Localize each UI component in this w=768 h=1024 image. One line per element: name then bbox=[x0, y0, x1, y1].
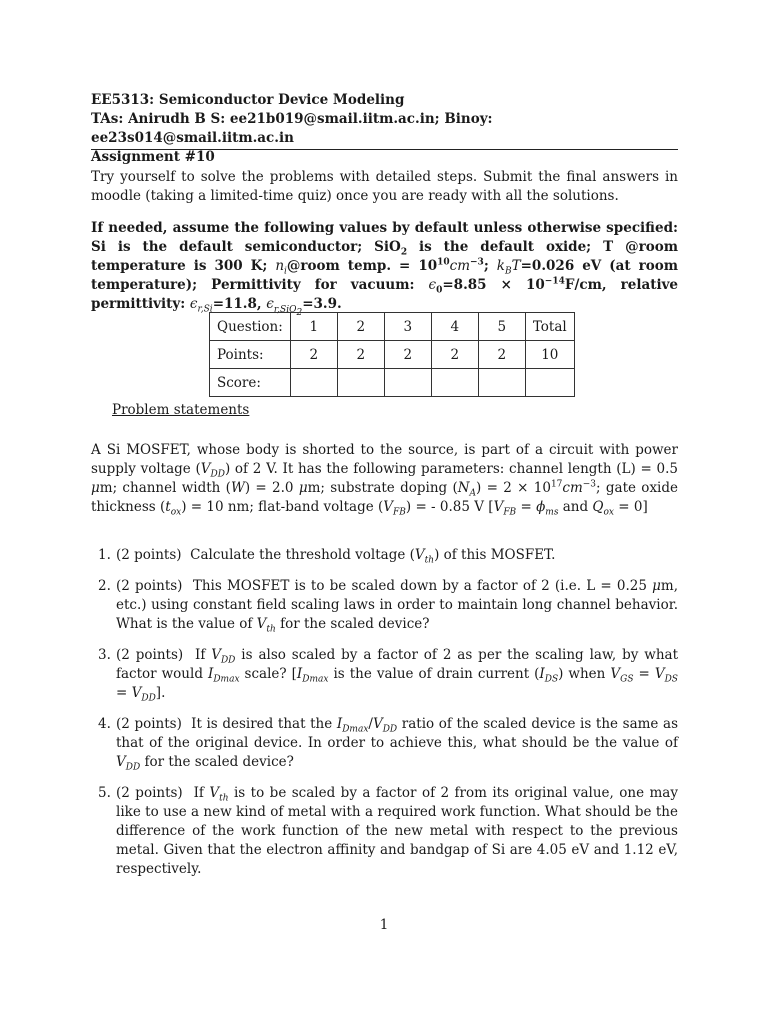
list-item: 2. (2 points) This MOSFET is to be scaled down by a factor of 2 (i.e. L = 0.25 μm, etc.) using constant field scaling laws in order to maintain long channel behavior. What is the value of $V_{th}$ for the scaled device? bbox=[98, 578, 678, 635]
question-cell: 4 bbox=[431, 313, 478, 341]
intro-paragraph: Try yourself to solve the problems with detailed steps. Submit the final answers in moodle (taking a limited-time quiz) once you are ready with all the solutions. bbox=[91, 169, 678, 204]
table-row-question bbox=[210, 313, 575, 341]
table-row-points bbox=[210, 341, 575, 369]
question-list bbox=[91, 546, 678, 891]
ta-line: TAs: Anirudh B S: ee21b019@smail.iitm.ac.in; Binoy: ee23s014@smail.iitm.ac.in bbox=[91, 111, 493, 146]
question-label: Question: bbox=[210, 313, 291, 341]
list-item: 1. (2 points) Calculate the threshold voltage $(V_{th})$ of this MOSFET. bbox=[98, 547, 556, 566]
points-cell: 2 bbox=[337, 341, 384, 369]
score-cell bbox=[431, 369, 478, 397]
problem-statements-heading: Problem statements bbox=[112, 402, 250, 418]
score-cell bbox=[478, 369, 525, 397]
question-cell: 3 bbox=[384, 313, 431, 341]
list-item: 5. (2 points) If $V_{th}$ is to be scaled by a factor of 2 from its original value, one may like to use a new kind of metal with a required work function. What should be the difference of the work function of the new metal with respect to the previous metal. Given that the electron affinity and bandgap of Si are 4.05 eV and 1.12 eV, respectively. bbox=[98, 785, 678, 877]
points-table bbox=[209, 312, 575, 397]
course-title: EE5313: Semiconductor Device Modeling bbox=[91, 92, 405, 108]
problem-paragraph: A Si MOSFET, whose body is shorted to the source, is part of a circuit with power supply voltage $(V_{DD})$ of 2 V. It has the following parameters: channel length (L) = 0.5 μm; channel width (W) = 2.0 μm; substrate doping $(N_A) = 2 \times 10^{17}cm^{-3}$; gate oxide thickness $(t_{ox}) = 10$ nm; flat-band voltage $(V_{FB})$ = - 0.85 V [$V_{FB} = \phi_{ms}$ and $Q_{ox} = 0$] bbox=[91, 442, 679, 518]
points-label: Points: bbox=[210, 341, 291, 369]
points-cell: 2 bbox=[478, 341, 525, 369]
question-cell: 1 bbox=[290, 313, 337, 341]
score-cell bbox=[290, 369, 337, 397]
points-cell: 2 bbox=[384, 341, 431, 369]
points-cell: 2 bbox=[431, 341, 478, 369]
defaults-paragraph: If needed, assume the following values by default unless otherwise specified: Si is the default semiconductor; SiO$_2$ is the default oxide; T @room temperature is 300 K; $n_i@room$ temp. = $10^{10}cm^{-3}$; $k_BT=0.026$ eV (at room temperature); Permittivity for vacuum: $\epsilon_0=8.85 \times 10^{-14}F/cm$, relative permittivity: $\epsilon_{r,Si}=11.8$, $\epsilon_{r,SiO_2}=3.9$. bbox=[91, 220, 679, 318]
list-item: 4. (2 points) It is desired that the $I_{Dmax}/V_{DD}$ ratio of the scaled device is the same as that of the original device. In order to achieve this, what should be the value of $V_{DD}$ for the scaled device? bbox=[98, 716, 678, 773]
score-label: Score: bbox=[210, 369, 291, 397]
points-cell: 2 bbox=[290, 341, 337, 369]
score-cell bbox=[525, 369, 574, 397]
header-rule bbox=[91, 149, 678, 150]
question-cell: 5 bbox=[478, 313, 525, 341]
question-cell-total: Total bbox=[525, 313, 574, 341]
table-row-score bbox=[210, 369, 575, 397]
score-cell bbox=[337, 369, 384, 397]
score-cell bbox=[384, 369, 431, 397]
assignment-number: Assignment #10 bbox=[91, 149, 215, 165]
page-number: 1 bbox=[379, 917, 389, 933]
points-cell-total: 10 bbox=[525, 341, 574, 369]
header bbox=[91, 91, 678, 167]
list-item: 3. (2 points) If $V_{DD}$ is also scaled by a factor of 2 as per the scaling law, by what factor would $I_{Dmax}$ scale? [$I_{Dmax}$ is the value of drain current $(I_{DS})$ when $V_{GS} = V_{DS} = V_{DD}$]. bbox=[98, 647, 678, 704]
question-cell: 2 bbox=[337, 313, 384, 341]
